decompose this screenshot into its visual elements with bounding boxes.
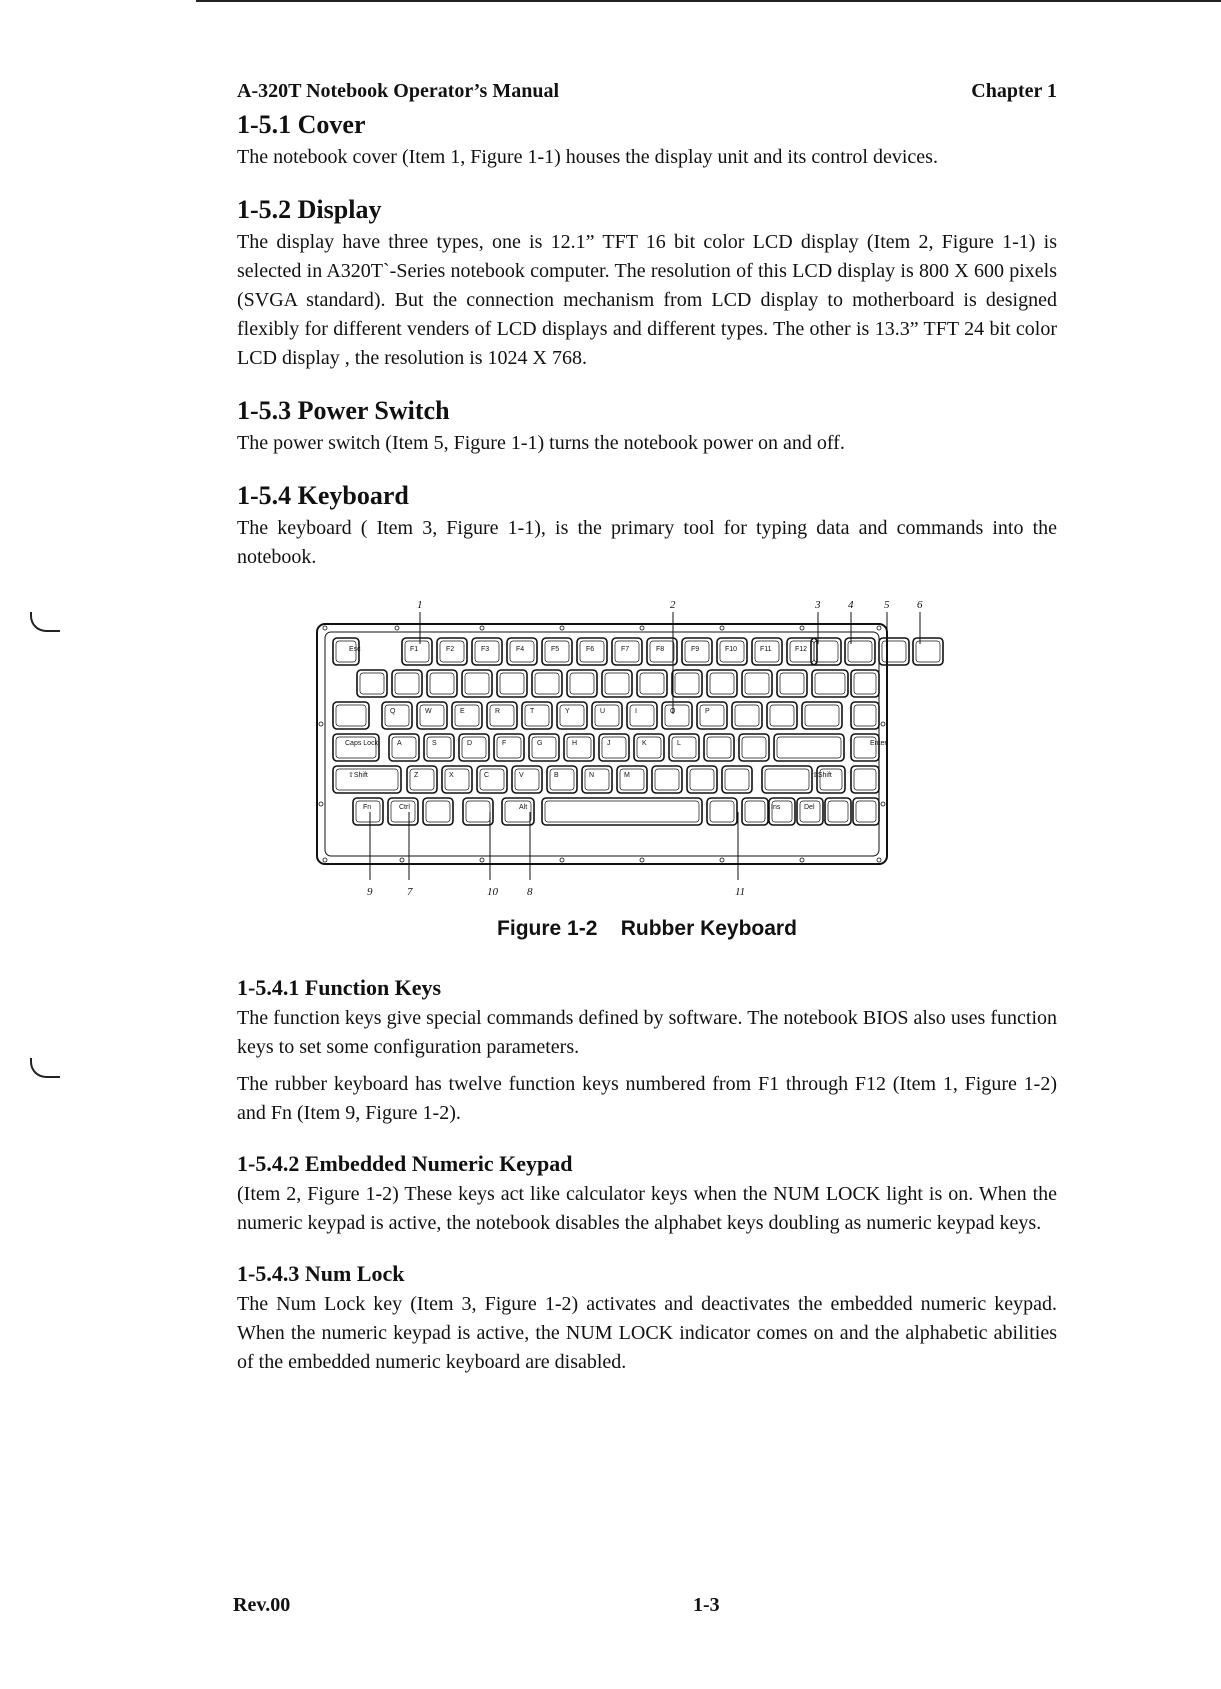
- key-inner: [500, 673, 524, 694]
- key-inner: [545, 801, 699, 822]
- key: [494, 734, 524, 761]
- section-keyboard: [237, 480, 1057, 572]
- key-inner: [420, 705, 444, 726]
- key-label-m: M: [624, 772, 630, 779]
- key-inner: [426, 801, 450, 822]
- mounting-hole: [480, 626, 484, 630]
- key: [599, 734, 629, 761]
- mounting-hole: [319, 802, 323, 806]
- key-inner: [602, 737, 626, 758]
- key-label-enter: Enter: [870, 740, 887, 747]
- binding-mark-lower: [30, 1058, 60, 1078]
- footer-revision: Rev.00: [233, 1594, 291, 1616]
- key-label-y: Y: [565, 708, 570, 715]
- key: [462, 670, 492, 697]
- key-inner: [637, 737, 661, 758]
- key-inner: [815, 673, 845, 694]
- key: [774, 734, 844, 761]
- key: [777, 670, 807, 697]
- key: [652, 766, 682, 793]
- mounting-hole: [720, 626, 724, 630]
- section-body: The power switch (Item 5, Figure 1-1) turns the notebook power on and off.: [237, 432, 845, 454]
- key-inner: [710, 801, 734, 822]
- mounting-hole: [877, 626, 881, 630]
- key: [637, 670, 667, 697]
- key-label-f6: F6: [586, 646, 595, 653]
- key-inner: [630, 705, 654, 726]
- section-function-keys: [237, 974, 1057, 1128]
- key-inner: [465, 673, 489, 694]
- key: [851, 670, 879, 697]
- section-heading: 1-5.4.3 Num Lock: [237, 1261, 405, 1286]
- key: [459, 734, 489, 761]
- key: [811, 638, 841, 665]
- section-num-lock: [237, 1260, 1057, 1377]
- header-title: A-320T Notebook Operator’s Manual: [237, 80, 560, 102]
- manual-page: [237, 80, 1057, 1399]
- key-inner: [427, 737, 451, 758]
- section-heading: 1-5.2 Display: [237, 195, 382, 224]
- key: [424, 734, 454, 761]
- key: [817, 766, 845, 793]
- mounting-hole: [720, 858, 724, 862]
- key: [739, 734, 769, 761]
- key-inner: [455, 705, 479, 726]
- key-label-f12: F12: [795, 646, 808, 653]
- footer-page-number: 1-3: [693, 1594, 720, 1616]
- key: [333, 734, 379, 761]
- mounting-hole: [400, 858, 404, 862]
- key-inner: [765, 769, 809, 790]
- key: [567, 670, 597, 697]
- key: [704, 734, 734, 761]
- key-inner: [466, 801, 490, 822]
- binding-mark-upper: [30, 612, 60, 632]
- key-label-esc: Esc: [349, 646, 361, 653]
- key-inner: [770, 705, 794, 726]
- section-body: The Num Lock key (Item 3, Figure 1-2) activates and deactivates the embedded numeric keypad. When the numeric keypad is active, the NUM LOCK indicator comes on and the alphabetic abilities of the embedded numeric keyboard are disabled.: [237, 1293, 1057, 1373]
- figure-caption: Figure 1-2 Rubber Keyboard: [497, 917, 797, 940]
- mounting-hole: [323, 858, 327, 862]
- section-body: The keyboard ( Item 3, Figure 1-1), is the primary tool for typing data and commands into the notebook.: [237, 517, 1057, 568]
- key: [353, 798, 383, 825]
- callout-9: 9: [367, 886, 373, 898]
- mounting-hole: [881, 802, 885, 806]
- mounting-hole: [319, 722, 323, 726]
- callout-10: 10: [487, 886, 498, 898]
- top-rule: [196, 0, 1221, 2]
- key-inner: [780, 673, 804, 694]
- key: [767, 702, 797, 729]
- key-inner: [560, 705, 584, 726]
- key: [707, 670, 737, 697]
- key: [388, 798, 418, 825]
- key-inner: [848, 641, 872, 662]
- key: [802, 702, 842, 729]
- key-label-v: V: [519, 772, 524, 779]
- key-inner: [828, 801, 848, 822]
- key-label-caps: Caps Lock: [345, 740, 379, 747]
- key-label-f: F: [502, 740, 507, 747]
- mounting-hole: [640, 858, 644, 862]
- key-label-f10: F10: [725, 646, 738, 653]
- section-heading: 1-5.1 Cover: [237, 110, 366, 139]
- key: [463, 798, 493, 825]
- key-inner: [525, 705, 549, 726]
- key-inner: [854, 673, 876, 694]
- key: [547, 766, 577, 793]
- key: [722, 766, 752, 793]
- key-inner: [710, 673, 734, 694]
- key-inner: [490, 705, 514, 726]
- key-inner: [672, 737, 696, 758]
- key: [762, 766, 812, 793]
- key-label-f7: F7: [621, 646, 630, 653]
- key: [512, 766, 542, 793]
- key: [582, 766, 612, 793]
- key: [707, 798, 737, 825]
- key-label-w: W: [425, 708, 432, 715]
- key: [592, 702, 622, 729]
- key-inner: [745, 801, 765, 822]
- key: [423, 798, 453, 825]
- key: [617, 766, 647, 793]
- mounting-hole: [560, 626, 564, 630]
- section-body: (Item 2, Figure 1-2) These keys act like calculator keys when the NUM LOCK light is on. When the numeric keypad is active, the notebook disables the alphabet keys doubling as numeric keypad keys.: [237, 1183, 1057, 1234]
- section-power-switch: [237, 395, 1057, 458]
- header-chapter: Chapter 1: [971, 80, 1057, 102]
- key-inner: [430, 673, 454, 694]
- key: [669, 734, 699, 761]
- key: [672, 670, 702, 697]
- callout-8: 8: [527, 886, 533, 898]
- key: [497, 670, 527, 697]
- key-label-f3: F3: [481, 646, 490, 653]
- key-label-ins: Ins: [771, 804, 781, 811]
- key: [333, 702, 369, 729]
- key-label-t: T: [530, 708, 535, 715]
- mounting-hole: [395, 626, 399, 630]
- key-inner: [462, 737, 486, 758]
- key-label-e: E: [460, 708, 465, 715]
- section-heading: 1-5.4.2 Embedded Numeric Keypad: [237, 1151, 573, 1176]
- section-heading: 1-5.3 Power Switch: [237, 396, 450, 425]
- key: [477, 766, 507, 793]
- key: [407, 766, 437, 793]
- key-label-f2: F2: [446, 646, 455, 653]
- key-inner: [360, 673, 384, 694]
- key-inner: [707, 737, 731, 758]
- mounting-hole: [881, 722, 885, 726]
- key: [627, 702, 657, 729]
- key-label-f1: F1: [410, 646, 419, 653]
- key-inner: [854, 705, 876, 726]
- key-label-g: G: [537, 740, 543, 747]
- key: [442, 766, 472, 793]
- key: [845, 638, 875, 665]
- mounting-hole: [560, 858, 564, 862]
- key: [557, 702, 587, 729]
- key-label-f5: F5: [551, 646, 560, 653]
- key-inner: [595, 705, 619, 726]
- key-inner: [655, 769, 679, 790]
- key: [851, 766, 879, 793]
- key-label-f4: F4: [516, 646, 525, 653]
- key-inner: [567, 737, 591, 758]
- mounting-hole: [480, 858, 484, 862]
- key-label-ctrl: Ctrl: [399, 804, 410, 811]
- key-label-alt: Alt: [519, 804, 528, 811]
- key-label-f9: F9: [691, 646, 700, 653]
- mounting-hole: [800, 626, 804, 630]
- callout-3: 3: [815, 599, 821, 611]
- section-body: The display have three types, one is 12.1” TFT 16 bit color LCD display (Item 2, Figure 1-1) is selected in A320T`-Series notebook computer. The resolution of this LCD display is 800 X 600 pixels (SVGA standard). But the connection mechanism from LCD display to motherboard is designed flexibly for different venders of LCD displays and different types. The other is 13.3” TFT 24 bit color LCD display , the resolution is 1024 X 768.: [237, 231, 1057, 369]
- callout-1: 1: [417, 599, 423, 611]
- key-inner: [856, 801, 876, 822]
- key-label-x: X: [449, 772, 454, 779]
- key-inner: [535, 673, 559, 694]
- key: [392, 670, 422, 697]
- key-label-c: C: [484, 772, 490, 779]
- key-inner: [665, 705, 689, 726]
- key: [564, 734, 594, 761]
- key: [602, 670, 632, 697]
- key-label-n: N: [589, 772, 595, 779]
- key-inner: [385, 705, 409, 726]
- key-inner: [700, 705, 724, 726]
- callout-2: 2: [670, 599, 676, 611]
- key-label-z: Z: [414, 772, 419, 779]
- mounting-hole: [800, 858, 804, 862]
- key: [851, 702, 879, 729]
- callout-5: 5: [884, 599, 890, 611]
- key-label-j: J: [607, 740, 611, 747]
- keyboard-diagram: [237, 584, 1057, 904]
- key-label-h: H: [572, 740, 578, 747]
- mounting-hole: [877, 858, 881, 862]
- key: [522, 702, 552, 729]
- key: [357, 670, 387, 697]
- key: [697, 702, 727, 729]
- callout-7: 7: [407, 886, 413, 898]
- keyboard-figure: [237, 584, 1057, 974]
- key-inner: [725, 769, 749, 790]
- key: [502, 798, 534, 825]
- key: [452, 702, 482, 729]
- mounting-hole: [640, 626, 644, 630]
- section-display: [237, 194, 1057, 373]
- key-inner: [742, 737, 766, 758]
- key: [333, 766, 401, 793]
- callout-11: 11: [735, 886, 746, 898]
- key-label-o: O: [670, 708, 676, 715]
- key-label-del: Del: [804, 804, 815, 811]
- key: [382, 702, 412, 729]
- key: [851, 734, 879, 761]
- key-inner: [605, 673, 629, 694]
- key-label-a: A: [397, 740, 402, 747]
- key-inner: [532, 737, 556, 758]
- key: [487, 702, 517, 729]
- key-inner: [497, 737, 521, 758]
- key-label-p: P: [705, 708, 710, 715]
- key: [913, 638, 943, 665]
- section-numeric-keypad: [237, 1150, 1057, 1238]
- key-inner: [336, 705, 366, 726]
- key: [542, 798, 702, 825]
- section-body: The notebook cover (Item 1, Figure 1-1) houses the display unit and its control devices.: [237, 146, 938, 168]
- section-heading: 1-5.4 Keyboard: [237, 481, 409, 510]
- key-inner: [570, 673, 594, 694]
- key-label-i: I: [635, 708, 637, 715]
- key: [529, 734, 559, 761]
- key: [634, 734, 664, 761]
- key-inner: [777, 737, 841, 758]
- section-body: The rubber keyboard has twelve function keys numbered from F1 through F12 (Item 1, Figure 1-2) and Fn (Item 9, Figure 1-2).: [237, 1073, 1057, 1124]
- key-inner: [882, 641, 906, 662]
- key: [389, 734, 419, 761]
- section-body: The function keys give special commands defined by software. The notebook BIOS also uses function keys to set some configuration parameters.: [237, 1007, 1057, 1058]
- callout-6: 6: [917, 599, 923, 611]
- key: [812, 670, 848, 697]
- key-label-shift-left: ⇧Shift: [348, 772, 368, 779]
- key-inner: [805, 705, 839, 726]
- key-label-k: K: [642, 740, 647, 747]
- key: [742, 670, 772, 697]
- key-label-q: Q: [390, 708, 396, 715]
- key-label-fn: Fn: [363, 804, 372, 811]
- section-cover: [237, 109, 1057, 172]
- key-inner: [735, 705, 759, 726]
- key-label-f8: F8: [656, 646, 665, 653]
- key: [732, 702, 762, 729]
- mounting-hole: [323, 626, 327, 630]
- key-label-f11: F11: [760, 646, 772, 653]
- key: [879, 638, 909, 665]
- key-inner: [392, 737, 416, 758]
- callout-4: 4: [848, 599, 854, 611]
- key: [532, 670, 562, 697]
- key-label-shift-right: ⇧Shift: [812, 772, 832, 779]
- key: [662, 702, 692, 729]
- key-inner: [675, 673, 699, 694]
- key-inner: [854, 769, 876, 790]
- key-label-b: B: [554, 772, 559, 779]
- key: [427, 670, 457, 697]
- running-header: [237, 80, 1057, 103]
- key-inner: [745, 673, 769, 694]
- key-inner: [395, 673, 419, 694]
- key: [687, 766, 717, 793]
- key-label-s: S: [432, 740, 437, 747]
- key: [417, 702, 447, 729]
- key-inner: [690, 769, 714, 790]
- key-label-l: L: [677, 740, 681, 747]
- section-heading: 1-5.4.1 Function Keys: [237, 975, 442, 1000]
- key-label-u: U: [600, 708, 606, 715]
- key-inner: [916, 641, 940, 662]
- key-inner: [640, 673, 664, 694]
- key-label-r: R: [495, 708, 501, 715]
- key-label-d: D: [467, 740, 473, 747]
